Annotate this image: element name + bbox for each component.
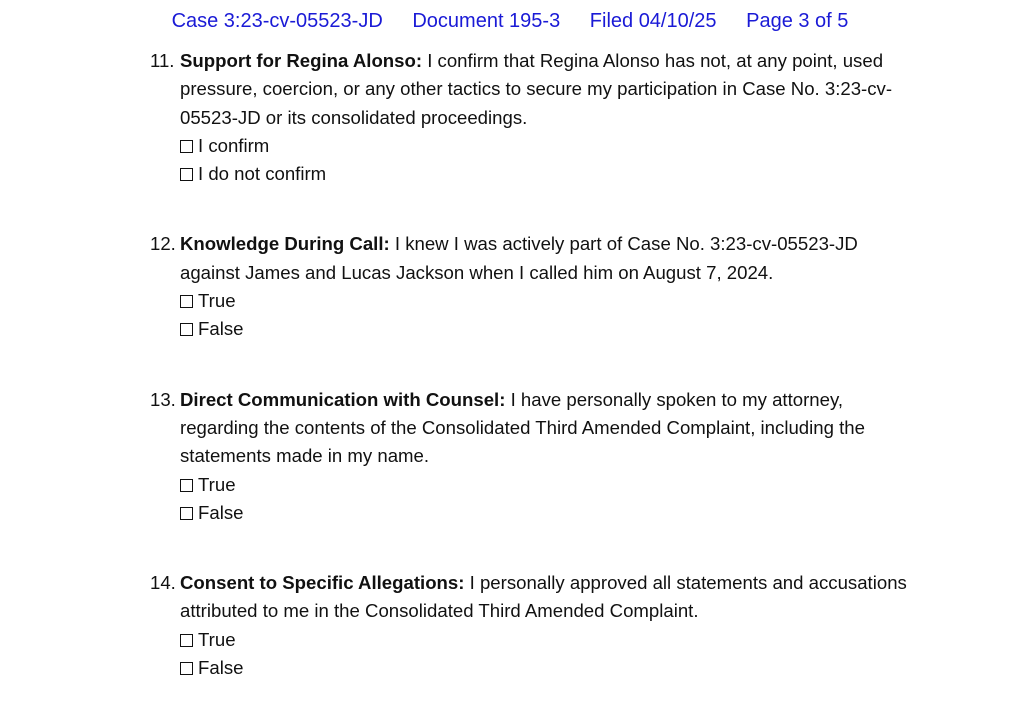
item-label: Consent to Specific Allegations: (180, 572, 465, 594)
option-i-confirm[interactable] (180, 132, 910, 160)
declaration-items (150, 47, 910, 682)
option-label: False (198, 657, 244, 679)
option-label: I confirm (198, 134, 270, 156)
checkbox-icon[interactable] (180, 323, 193, 336)
option-false[interactable] (180, 315, 910, 343)
item-text: I have personally spoken to my attorney, regarding the contents of the Consolidated Third Amended Complaint, including the statements made in my name. (180, 388, 865, 467)
item-number: 11. (150, 50, 175, 71)
item-body (180, 230, 910, 287)
option-label: True (198, 628, 236, 650)
item-label: Knowledge During Call: (180, 233, 390, 255)
option-label: False (198, 318, 244, 340)
item-text: I knew I was actively part of Case No. 3:23-cv-05523-JD against James and Lucas Jackson when I called him on August 7, 2024. (180, 233, 858, 283)
item-body (180, 386, 910, 471)
item-label: Direct Communication with Counsel: (180, 388, 506, 410)
case-number: Case 3:23-cv-05523-JD (171, 10, 383, 32)
option-true[interactable] (180, 626, 910, 654)
option-label: False (198, 501, 244, 523)
option-label: I do not confirm (198, 163, 327, 185)
option-i-do-not-confirm[interactable] (180, 160, 910, 188)
checkbox-icon[interactable] (180, 479, 193, 492)
item-12 (150, 230, 910, 343)
item-body (180, 569, 910, 626)
item-number: 13. (150, 388, 176, 410)
item-label: Support for Regina Alonso: (180, 50, 423, 71)
checkbox-icon[interactable] (180, 168, 193, 181)
item-11 (150, 47, 910, 188)
checkbox-icon[interactable] (180, 140, 193, 153)
page-number: Page 3 of 5 (746, 10, 849, 32)
option-true[interactable] (180, 287, 910, 315)
item-14 (150, 569, 910, 682)
item-13 (150, 386, 910, 527)
checkbox-icon[interactable] (180, 634, 193, 647)
checkbox-icon[interactable] (180, 507, 193, 520)
option-true[interactable] (180, 471, 910, 499)
option-false[interactable] (180, 654, 910, 682)
item-text: I personally approved all statements and accusations attributed to me in the Consolidated Third Amended Complaint. (180, 572, 907, 622)
filed-date: Filed 04/10/25 (589, 10, 717, 32)
option-label: True (198, 473, 236, 495)
item-number: 12. (150, 233, 176, 255)
item-body (180, 47, 910, 132)
option-label: True (198, 290, 236, 312)
item-number: 14. (150, 572, 176, 594)
item-text: I confirm that Regina Alonso has not, at any point, used pressure, coercion, or any other tactics to secure my participation in Case No. 3:23-cv-05523-JD or its consolidated proceedings. (180, 50, 893, 128)
checkbox-icon[interactable] (180, 295, 193, 308)
document-number: Document 195-3 (412, 10, 561, 32)
option-false[interactable] (180, 499, 910, 527)
page-header (0, 10, 1020, 33)
checkbox-icon[interactable] (180, 662, 193, 675)
